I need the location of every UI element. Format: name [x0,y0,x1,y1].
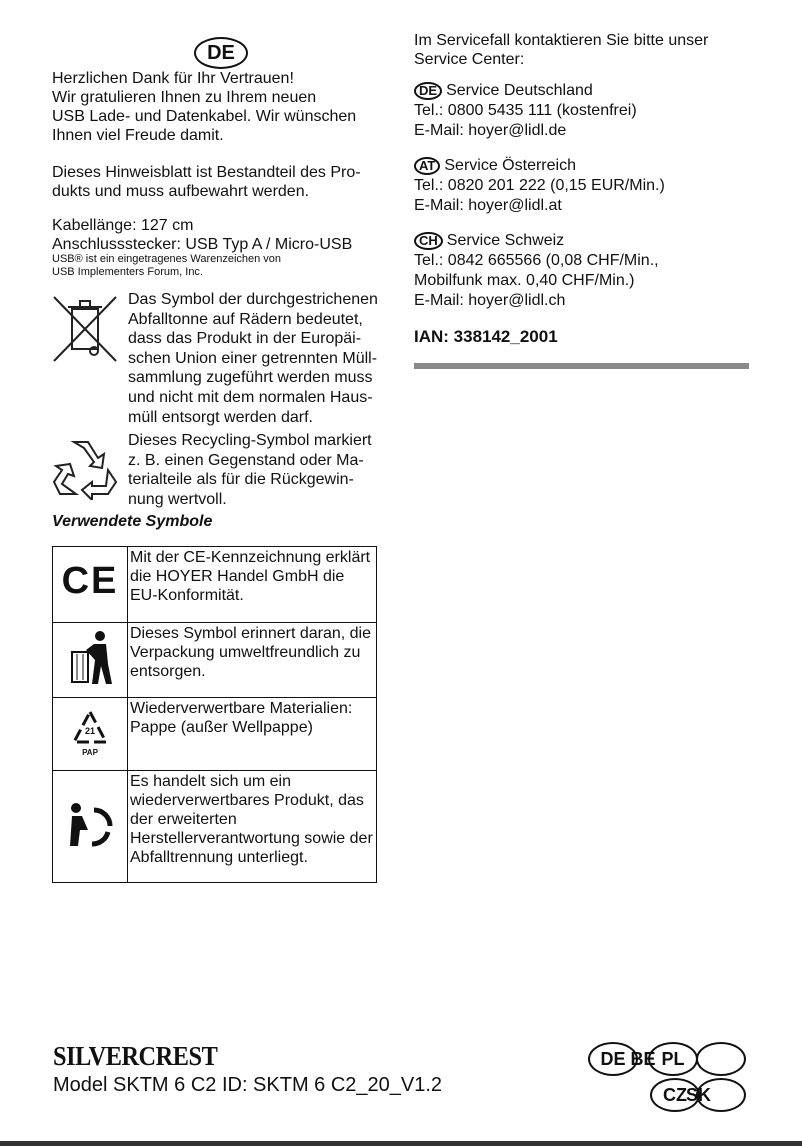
country-badge: DE [414,82,442,100]
symbols-heading: Verwendete Symbole [52,513,213,530]
pap21-recycling-icon [53,698,128,771]
divider-bar [414,363,749,369]
country-badge: CH [414,232,443,250]
leaflet-note [52,163,361,201]
service-email: E-Mail: hoyer@lidl.de [414,122,567,139]
recycling-line: terialteile als für die Rückgewin- [128,471,354,489]
crossed-bin-icon [52,295,118,365]
symbol-description: Es handelt sich um ein wiederverwertbares Produkt, das der erweiterten Herstellerverantwortung sowie der Abfalltrennung unterliegt. [128,771,377,883]
weee-line: müll entsorgt werden darf. [128,408,313,426]
specs [52,216,352,254]
weee-line: Das Symbol der durchgestrichenen [128,291,378,308]
symbol-row [53,547,377,623]
lang-badge: SK [696,1078,746,1112]
symbol-row [53,771,377,883]
recycling-icon [52,436,118,500]
lang-badge: CZ [650,1078,700,1112]
silvercrest-logo: SILVERCREST [53,1041,218,1071]
model-id: Model SKTM 6 C2 ID: SKTM 6 C2_20_V1.2 [53,1074,443,1096]
recycling-label: PAP [82,748,98,757]
symbol-description: Mit der CE-Kennzeichnung erklärt die HOYER Handel GmbH die EU-Konformität. [128,547,377,623]
intro-text [52,69,356,145]
recycling-line: Dieses Recycling-Symbol markiert [128,432,372,449]
lang-badge: BE [630,1049,656,1069]
weee-line: schen Union einer getrennten Müll- [128,349,378,367]
connector-type: Anschlussstecker: USB Typ A / Micro-USB [52,236,353,253]
weee-line: dass das Produkt in der Europäi- [128,330,362,348]
weee-text [128,290,378,427]
service-phone: Tel.: 0800 5435 111 (kostenfrei) [414,102,637,119]
ce-mark-icon: CE [53,547,128,623]
lang-badge: PL [648,1042,698,1076]
intro-line: Ihnen viel Freude damit. [52,127,224,144]
service-phone: Tel.: 0842 665566 (0,08 CHF/Min., [414,252,659,269]
symbol-description: Wiederverwertbare Materialien: Pappe (außer Wellpappe) [128,698,377,771]
lang-badge: DE [588,1042,638,1076]
lang-badge [696,1042,746,1076]
trademark-note [52,253,281,279]
service-email: E-Mail: hoyer@lidl.at [414,197,562,214]
cable-length: Kabellänge: 127 cm [52,217,194,234]
intro-line: Herzlichen Dank für Ihr Vertrauen! [52,70,294,87]
service-email: E-Mail: hoyer@lidl.ch [414,292,566,309]
service-phone: Tel.: 0820 201 222 (0,15 EUR/Min.) [414,177,665,194]
service-intro [414,31,708,69]
weee-line: und nicht mit dem normalen Haus- [128,388,373,406]
service-name: Service Schweiz [446,232,565,249]
country-badge-de: DE [194,37,248,69]
service-ch [414,231,659,311]
service-intro-line: Service Center: [414,51,525,68]
leaflet-line: Dieses Hinweisblatt ist Bestandteil des Pro- [52,164,361,181]
service-name: Service Deutschland [446,82,593,99]
recycling-line: z. B. einen Gegenstand oder Ma- [128,451,364,469]
recycling-code: 21 [84,726,95,736]
service-intro-line: Im Servicefall kontaktieren Sie bitte unser [414,32,709,49]
service-de [414,81,637,141]
country-badge: AT [414,157,440,175]
bottom-border [0,1141,802,1146]
recycling-text [128,431,372,509]
weee-line: sammlung zugeführt werden muss [128,369,373,387]
service-at [414,156,665,216]
weee-line: Abfalltonne auf Rädern bedeutet, [128,310,363,328]
tidyman-icon [53,623,128,698]
trademark-line: USB Implementers Forum, Inc. [52,266,203,278]
leaflet-line: dukts und muss aufbewahrt werden. [52,183,310,200]
service-mobile: Mobilfunk max. 0,40 CHF/Min.) [414,272,635,289]
service-name: Service Österreich [444,157,576,174]
symbol-description: Dieses Symbol erinnert daran, die Verpackung umweltfreundlich zu entsorgen. [128,623,377,698]
ian-number: IAN: 338142_2001 [414,327,558,346]
intro-line: Wir gratulieren Ihnen zu Ihrem neuen [52,89,317,106]
triman-icon [53,771,128,883]
symbol-row [53,623,377,698]
symbol-row [53,698,377,771]
trademark-line: USB® ist ein eingetragenes Warenzeichen von [52,253,282,265]
recycling-line: nung wertvoll. [128,490,227,508]
symbols-table [52,546,377,883]
intro-line: USB Lade- und Datenkabel. Wir wünschen [52,108,357,125]
